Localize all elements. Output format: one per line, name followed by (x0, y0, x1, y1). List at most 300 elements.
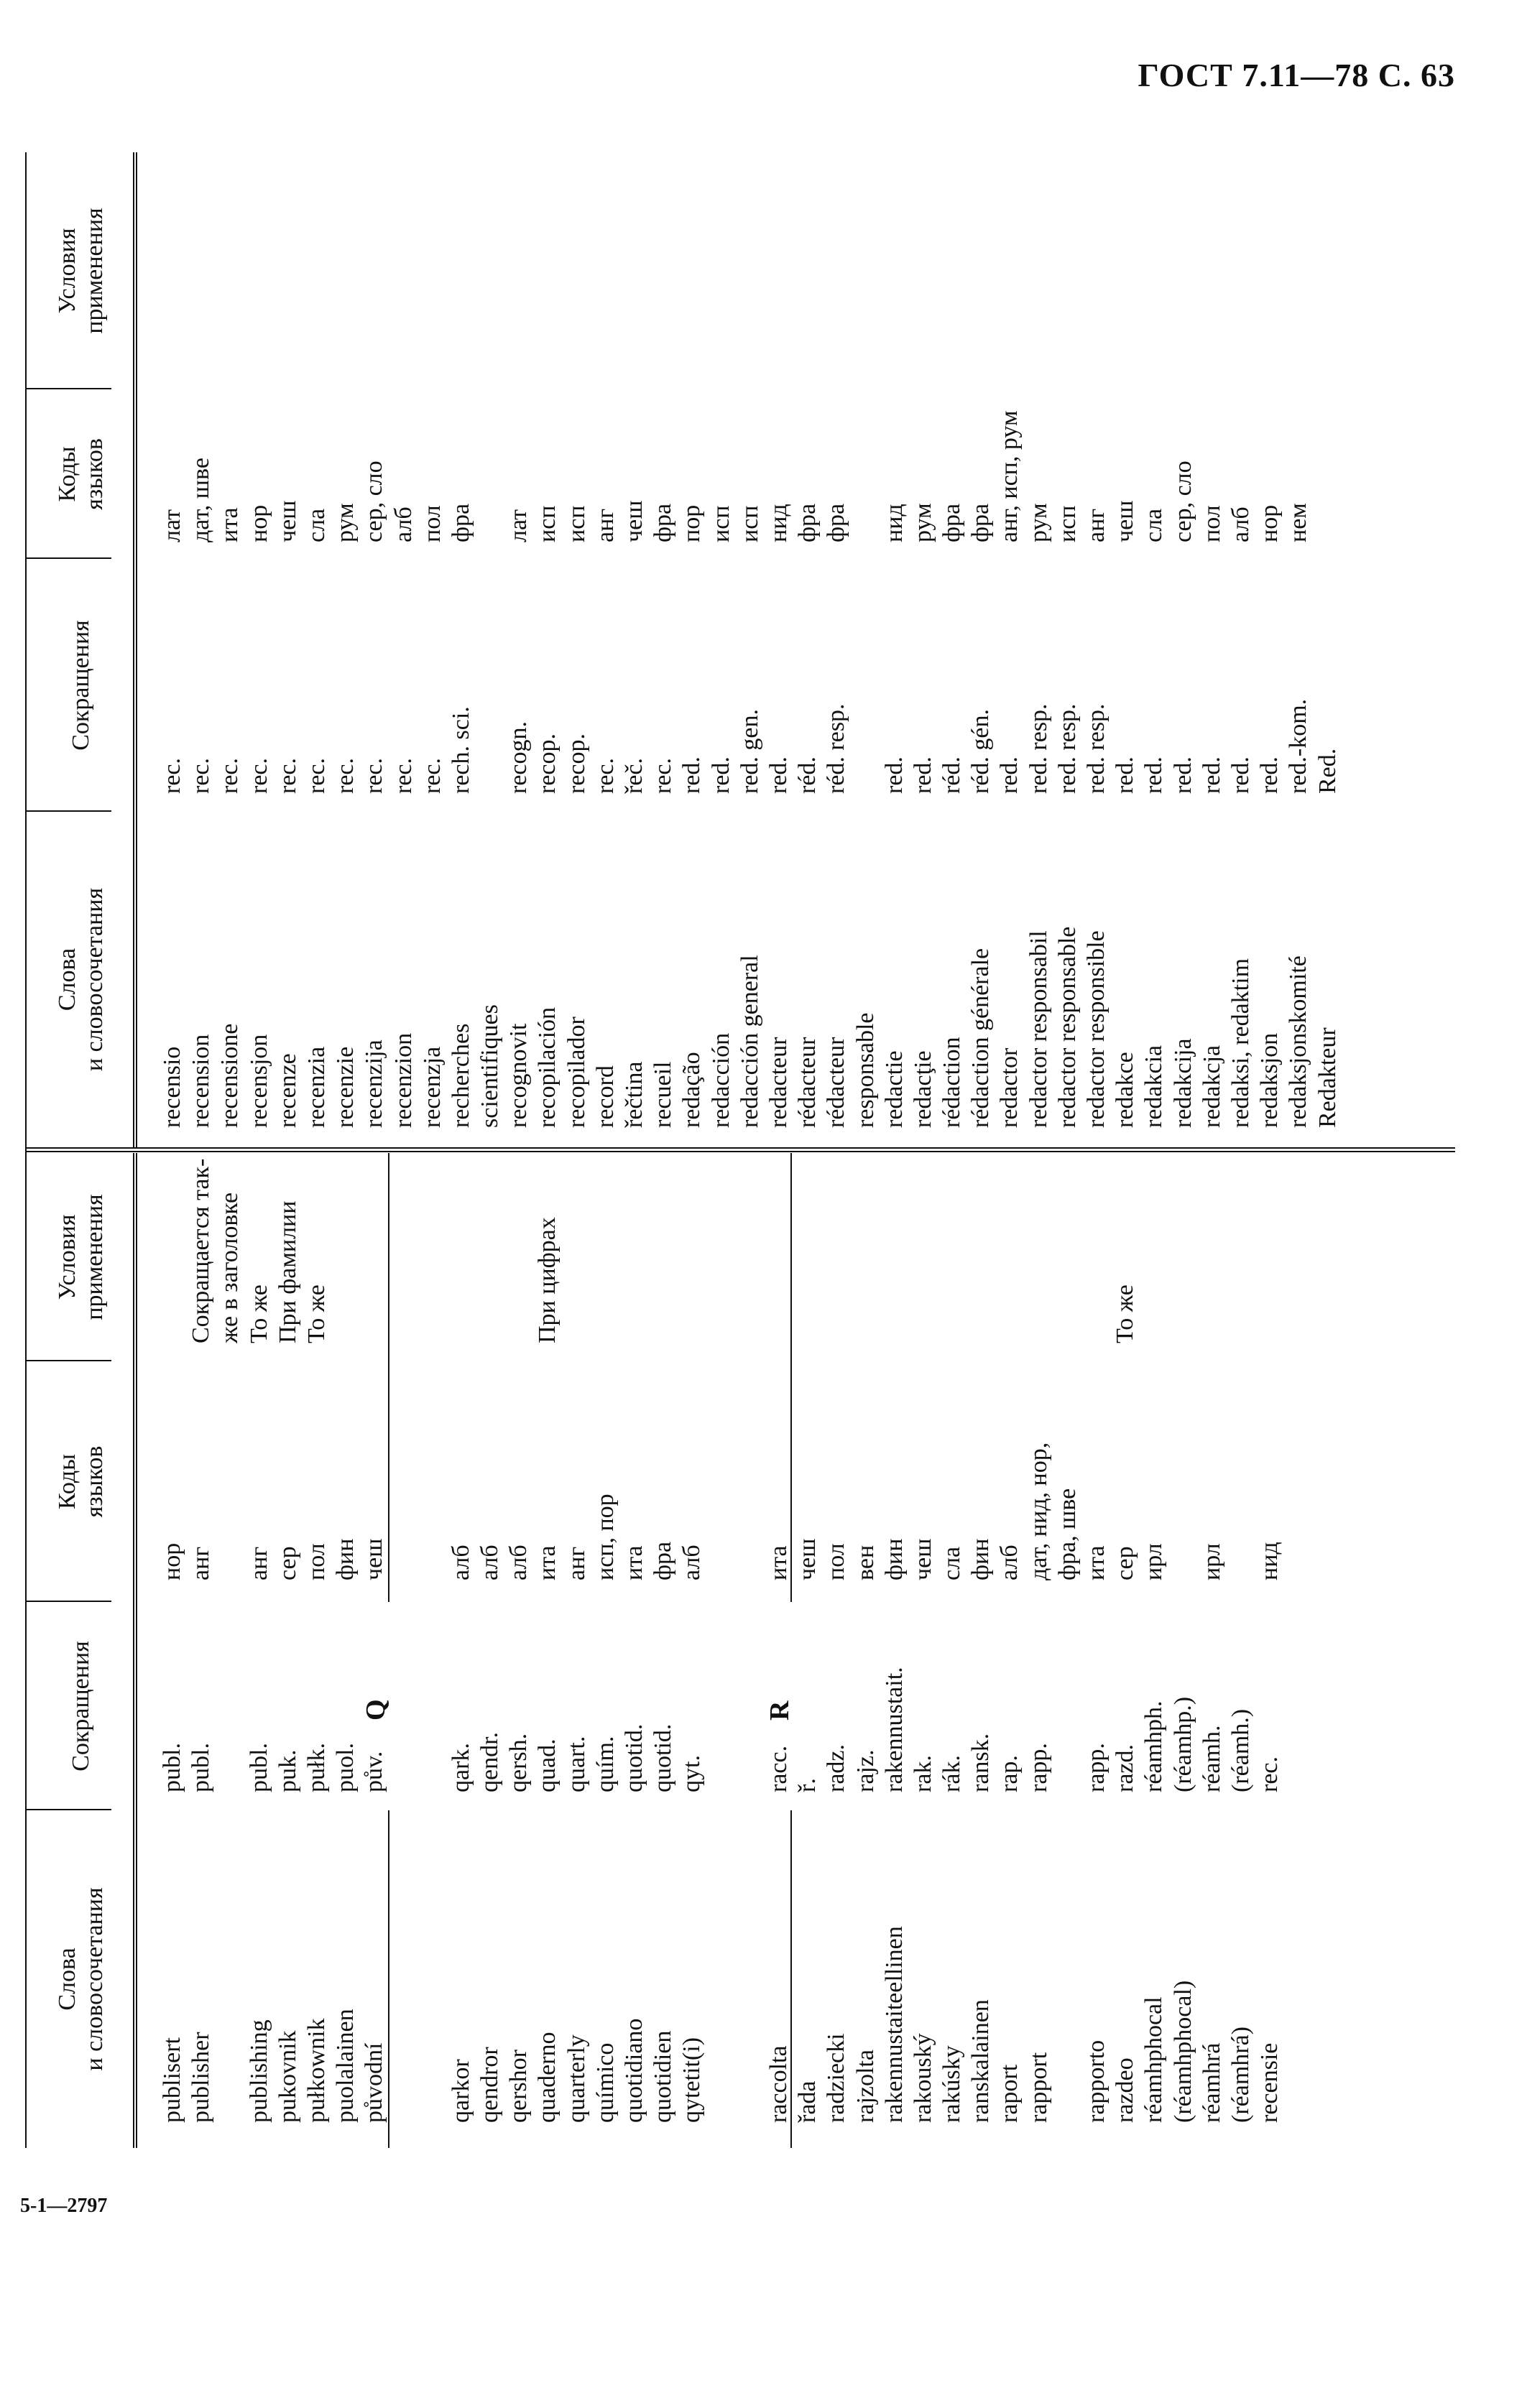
header-codes-left: Коды языков (54, 1445, 108, 1518)
word-cell: řada (794, 2080, 821, 2123)
code-cell: пол (823, 1543, 850, 1580)
word-cell: redakcija (1169, 1038, 1196, 1128)
header-abbrev-left: Сокращения (68, 1641, 94, 1772)
abbrev-cell: qersh. (505, 1733, 532, 1792)
word-cell: recopilación (534, 1006, 561, 1128)
abbrev-cell: red. (1227, 756, 1254, 794)
abbrev-cell: red. (1169, 756, 1196, 794)
code-cell: анг (1083, 508, 1110, 542)
code-cell: ирл (1140, 1543, 1168, 1580)
abbrev-cell: red. (880, 756, 908, 794)
column-codes-left (158, 1443, 1284, 1580)
abbrev-cell: recop. (563, 733, 590, 794)
code-cell: лат (159, 509, 185, 542)
abbrev-cell: red. resp. (1025, 703, 1052, 794)
code-cell: исп (736, 505, 763, 542)
word-cell: qarkor (447, 2059, 474, 2123)
abbrev-cell: quad. (534, 1738, 561, 1792)
code-cell: чеш (621, 500, 647, 542)
abbrev-cell: red. (1198, 756, 1225, 794)
abbrev-cell: qyt. (678, 1755, 706, 1792)
word-cell: químico (591, 2042, 619, 2123)
code-cell: алб (678, 1545, 706, 1580)
condition-cell (418, 1159, 447, 1343)
code-cell (418, 1443, 447, 1580)
code-cell: фра (650, 503, 677, 542)
code-cell: алб (447, 1545, 474, 1580)
abbrev-cell: rec. (389, 757, 417, 794)
abbrev-cell: ransk. (967, 1733, 995, 1792)
abbrev-cell (476, 699, 504, 794)
condition-cell (1140, 1159, 1168, 1343)
column-words-left (158, 1926, 1284, 2123)
abbrev-cell: red. gen. (736, 708, 763, 794)
word-cell: redakcia (1140, 1045, 1168, 1128)
condition-cell (649, 1159, 678, 1343)
code-cell: фра (967, 503, 995, 542)
code-cell: сер (274, 1546, 301, 1580)
abbrev-cell: quím. (591, 1736, 619, 1792)
word-cell: ranskalainen (967, 1999, 995, 2123)
condition-cell (331, 1159, 360, 1343)
code-cell: анг (245, 1546, 272, 1580)
code-cell: сла (938, 1546, 966, 1580)
condition-cell (938, 1159, 967, 1343)
abbrev-cell: (réamhp.) (1169, 1696, 1196, 1792)
abbrev-cell: réd. (938, 756, 966, 794)
abbrev-cell: rec. (245, 757, 272, 794)
code-cell: чеш (274, 500, 301, 542)
word-cell: redacción general (736, 955, 763, 1128)
condition-cell: При фамилии (274, 1200, 301, 1343)
condition-cell (563, 1159, 591, 1343)
code-cell: нем (1285, 503, 1312, 542)
abbrev-cell: red. (1112, 756, 1139, 794)
header-rule-right (133, 152, 137, 1147)
word-cell: quotidiano (621, 2018, 647, 2123)
abbrev-cell: pův. (361, 1751, 388, 1792)
word-cell: rakouský (909, 2033, 936, 2123)
condition-cell (678, 1159, 706, 1343)
word-cell: recensione (216, 1023, 244, 1128)
code-cell: сер, сло (1169, 460, 1196, 542)
abbrev-cell: puol. (332, 1743, 359, 1792)
condition-cell (880, 1159, 909, 1343)
word-cell: qytetit(i) (678, 2037, 706, 2123)
code-cell: чеш (1112, 500, 1139, 542)
word-cell: rédaction (938, 1037, 966, 1128)
code-cell: вен (852, 1545, 879, 1580)
abbrev-cell: rec. (650, 757, 677, 794)
rotated-table (25, 152, 1455, 2148)
code-cell (476, 411, 504, 543)
word-cell: recueil (650, 1061, 677, 1128)
code-cell: анг, исп, рум (996, 410, 1023, 542)
abbrev-cell: rec. (418, 757, 446, 794)
abbrev-cell: ř. (794, 1778, 821, 1792)
code-cell: дат, нид, нор, (1025, 1442, 1052, 1580)
code-cell: фра (794, 503, 821, 542)
word-cell: publishing (245, 2019, 272, 2123)
word-cell: rédacteur (823, 1037, 850, 1128)
abbrev-cell: réd. gén. (967, 708, 995, 794)
code-cell: сла (1140, 508, 1168, 542)
code-cell: алб (1227, 506, 1254, 542)
code-cell: фра, шве (1053, 1488, 1081, 1580)
abbrev-cell: razd. (1112, 1744, 1139, 1792)
word-cell: radziecki (823, 2033, 850, 2123)
code-cell: ита (1083, 1545, 1110, 1580)
word-cell: recensie (1256, 2042, 1283, 2123)
condition-cell: То же (303, 1284, 330, 1343)
header-conditions-left: Условия применения (54, 1194, 108, 1320)
code-cell: фин (880, 1538, 908, 1580)
abbrev-cell (1053, 1667, 1082, 1792)
header-conditions-right: Условия применения (54, 208, 108, 334)
code-cell: алб (389, 506, 417, 542)
column-conditions-left (158, 1159, 1284, 1343)
abbrev-cell: red. (909, 756, 936, 794)
word-cell: redação (678, 1052, 706, 1128)
code-cell (216, 1443, 244, 1580)
word-cell: rapporto (1083, 2039, 1110, 2123)
code-cell (852, 411, 880, 543)
abbrev-cell: rakennustait. (880, 1667, 908, 1792)
word-cell: publisher (188, 2032, 215, 2123)
word-cell: rédacteur (794, 1037, 821, 1128)
code-cell: чеш (794, 1538, 821, 1580)
word-cell: quotidien (650, 2030, 677, 2123)
code-cell: лат (505, 509, 532, 542)
condition-cell: Сокращается так- (188, 1158, 215, 1343)
abbrev-cell: réamh. (1198, 1725, 1225, 1792)
abbrev-cell: rec. (1256, 1756, 1283, 1792)
condition-cell (967, 1159, 995, 1343)
code-cell: фин (332, 1538, 359, 1580)
code-cell: нид (880, 504, 908, 542)
code-cell: исп (1053, 505, 1081, 542)
condition-cell (822, 1159, 851, 1343)
code-cell (1227, 1443, 1255, 1580)
condition-cell: То же (1112, 1284, 1139, 1343)
condition-cell (360, 1159, 389, 1343)
word-cell (418, 1926, 447, 2123)
word-cell (707, 1926, 736, 2123)
word-cell: rajzolta (852, 2050, 879, 2123)
abbrev-cell: rec. (274, 757, 301, 794)
code-cell: нид (1256, 1542, 1283, 1580)
code-cell: сер (1112, 1546, 1139, 1580)
header-rule-left (133, 1153, 137, 2148)
abbrev-cell: rak. (909, 1755, 936, 1792)
word-cell: recensjon (245, 1034, 272, 1128)
abbrev-cell (418, 1667, 447, 1792)
page-header: ГОСТ 7.11—78 С. 63 (1138, 57, 1455, 93)
abbrev-cell: rec. (361, 757, 388, 794)
code-cell: алб (996, 1545, 1023, 1580)
condition-cell (736, 1159, 765, 1343)
abbrev-cell: recop. (534, 733, 561, 794)
code-cell: анг (563, 1546, 590, 1580)
code-cell (707, 1443, 736, 1580)
word-cell: recenzie (332, 1046, 359, 1128)
abbrev-cell: réamhph. (1140, 1700, 1168, 1792)
condition-cell (852, 1159, 880, 1343)
word-cell: razdeo (1112, 2057, 1139, 2123)
condition-cell (1169, 1159, 1198, 1343)
code-cell: исп, пор (591, 1494, 619, 1580)
abbrev-cell: recogn. (505, 721, 532, 794)
word-cell: pułkownik (303, 2018, 330, 2123)
code-cell (1314, 411, 1342, 543)
abbrev-cell: (réamh.) (1227, 1708, 1254, 1792)
code-cell (736, 1443, 765, 1580)
word-cell: redaksi, redaktim (1227, 958, 1254, 1128)
condition-cell (1082, 1159, 1111, 1343)
word-cell: quarterly (563, 2034, 590, 2123)
word-cell: scientifiques (476, 1004, 504, 1128)
abbrev-cell: red. (678, 756, 706, 794)
code-cell: анг (591, 508, 619, 542)
word-cell: rapport (1025, 2052, 1052, 2123)
word-cell: redactor responsible (1083, 930, 1110, 1128)
page-footer: 5-1—2797 (20, 2195, 108, 2217)
abbrev-cell: red. (707, 756, 734, 794)
abbrev-cell: red. (765, 756, 792, 794)
abbrev-cell: rec. (303, 757, 330, 794)
column-abbrev-right (158, 699, 1342, 794)
condition-cell (476, 1159, 504, 1343)
word-cell: redactor responsable (1053, 926, 1081, 1128)
code-cell: нид (765, 504, 792, 542)
code-cell: сер, сло (361, 460, 388, 542)
table-frame (25, 152, 1455, 2123)
word-cell: redactor (996, 1047, 1023, 1128)
word-cell: raccolta (765, 2045, 792, 2123)
word-cell: rakúsky (938, 2045, 966, 2123)
word-cell: redakce (1112, 1052, 1139, 1128)
code-cell: рум (909, 503, 936, 542)
condition-cell (765, 1159, 793, 1343)
abbrev-cell: Red. (1314, 748, 1341, 794)
column-codes-right (158, 411, 1342, 543)
abbrev-cell: réd. resp. (823, 703, 850, 794)
code-cell: исп (563, 505, 590, 542)
code-cell: фра (938, 503, 966, 542)
abbrev-cell: red. resp. (1053, 703, 1081, 794)
code-cell: анг (188, 1546, 215, 1580)
word-cell: řečtina (621, 1061, 647, 1128)
word-cell: réamhphocal (1140, 1996, 1168, 2123)
word-cell: recensio (159, 1046, 185, 1128)
word-cell: recopilador (563, 1017, 590, 1128)
word-cell: recenzia (303, 1046, 330, 1128)
word-cell: recenzja (418, 1046, 446, 1128)
condition-cell: же в заголовке (216, 1192, 244, 1343)
condition-cell (389, 1159, 418, 1343)
word-cell: recension (188, 1034, 215, 1128)
code-cell: фин (967, 1538, 995, 1580)
word-cell (1053, 1926, 1082, 2123)
word-cell: recenze (274, 1053, 301, 1128)
word-cell: responsable (852, 1012, 879, 1128)
abbrev-cell: puk. (274, 1749, 301, 1792)
code-cell: рум (1025, 503, 1052, 542)
abbrev-cell: qark. (447, 1743, 474, 1792)
code-cell (389, 1443, 418, 1580)
code-cell: нор (245, 504, 272, 542)
abbrev-cell: red.-kom. (1285, 698, 1312, 794)
word-cell: quaderno (534, 2032, 561, 2123)
word-cell: puolalainen (332, 2009, 359, 2123)
header-codes-right: Коды языков (54, 438, 108, 510)
abbrev-cell: quotid. (621, 1723, 647, 1792)
code-cell: пол (303, 1543, 330, 1580)
code-cell: исп (707, 505, 734, 542)
abbrev-cell: rec. (332, 757, 359, 794)
word-cell: recenzija (361, 1039, 388, 1128)
word-cell: Redakteur (1314, 1027, 1341, 1128)
word-cell: redaksjon (1256, 1032, 1283, 1128)
word-cell: réamhrá (1198, 2042, 1225, 2123)
word-cell: record (591, 1065, 619, 1128)
code-cell: пор (678, 504, 706, 542)
word-cell: pukovnik (274, 2030, 301, 2123)
abbrev-cell: rech. sci. (447, 706, 474, 794)
section-letter-r: R (765, 1700, 795, 1721)
code-cell: ита (765, 1545, 792, 1580)
abbrev-cell: rák. (938, 1755, 966, 1792)
col-sep-center (25, 1147, 1455, 1152)
abbrev-cell: řeč. (621, 757, 647, 794)
word-cell: redacción (707, 1032, 734, 1128)
code-cell: исп (534, 505, 561, 542)
abbrev-cell (852, 699, 880, 794)
condition-cell (504, 1159, 533, 1343)
abbrev-cell: réd. (794, 756, 821, 794)
code-cell: ита (621, 1545, 647, 1580)
word-cell: qershor (505, 2050, 532, 2123)
abbrev-cell: red. (1140, 756, 1168, 794)
condition-cell (1053, 1159, 1082, 1343)
code-cell: пол (1198, 505, 1225, 542)
code-cell: сла (303, 508, 330, 542)
word-cell: původní (361, 2042, 388, 2123)
code-cell: фра (823, 503, 850, 542)
code-cell: нор (1256, 504, 1283, 542)
code-cell: фра (447, 503, 474, 542)
code-cell (1169, 1443, 1198, 1580)
abbrev-cell: publ. (159, 1743, 185, 1792)
abbrev-cell: red. (1256, 756, 1283, 794)
word-cell (389, 1926, 418, 2123)
code-cell: пол (418, 505, 446, 542)
word-cell: (réamhphocal) (1169, 1980, 1196, 2123)
word-cell: publisert (159, 2037, 185, 2123)
word-cell: (réamhrá) (1227, 2026, 1254, 2123)
abbrev-cell (736, 1667, 765, 1792)
abbrev-cell: red. resp. (1083, 703, 1110, 794)
word-cell: recenzion (389, 1032, 417, 1128)
code-cell: нор (159, 1542, 185, 1580)
word-cell (216, 1926, 244, 2123)
word-cell: rédaction générale (967, 948, 995, 1128)
condition-cell (1025, 1159, 1053, 1343)
word-cell: redaksjonskomité (1285, 955, 1312, 1128)
code-cell: алб (505, 1545, 532, 1580)
condition-cell (447, 1159, 476, 1343)
word-cell: recognovit (505, 1023, 532, 1128)
code-cell: ирл (1198, 1543, 1225, 1580)
header-words-right: Слова и словосочетания (54, 887, 108, 1072)
abbrev-cell: rapp. (1083, 1743, 1110, 1792)
condition-cell (591, 1159, 620, 1343)
header-words-left: Слова и словосочетания (54, 1887, 108, 2071)
abbrev-cell: racc. (765, 1745, 792, 1792)
word-cell: qendror (476, 2047, 504, 2123)
word-cell: redacteur (765, 1037, 792, 1128)
header-abbrev-right: Сокращения (68, 620, 94, 751)
condition-cell (620, 1159, 649, 1343)
abbrev-cell: rec. (216, 757, 244, 794)
condition-cell: То же (245, 1284, 272, 1343)
word-cell: redactie (880, 1050, 908, 1128)
condition-cell (707, 1159, 736, 1343)
abbrev-cell (707, 1667, 736, 1792)
code-cell: фра (650, 1541, 677, 1580)
section-letter-q: Q (361, 1699, 391, 1721)
condition-cell (995, 1159, 1024, 1343)
code-cell: чеш (361, 1538, 388, 1580)
abbrev-cell: quotid. (650, 1723, 677, 1792)
abbrev-cell: pułk. (303, 1743, 330, 1792)
abbrev-cell: rapp. (1025, 1743, 1052, 1792)
column-abbrev-left (158, 1667, 1284, 1792)
code-cell: ита (216, 507, 244, 542)
abbrev-cell: publ. (188, 1743, 215, 1792)
abbrev-cell: qendr. (476, 1731, 504, 1792)
word-cell: redacţie (909, 1050, 936, 1128)
condition-cell (158, 1159, 187, 1343)
abbrev-cell: rec. (159, 757, 185, 794)
condition-cell (1198, 1159, 1227, 1343)
column-words-right (158, 927, 1342, 1128)
abbrev-cell: rap. (996, 1755, 1023, 1792)
condition-cell: При цифрах (534, 1217, 561, 1343)
abbrev-cell: publ. (245, 1743, 272, 1792)
word-cell: redakcja (1198, 1045, 1225, 1128)
code-cell: алб (476, 1545, 504, 1580)
condition-cell (1227, 1159, 1255, 1343)
abbrev-cell (216, 1667, 244, 1792)
abbrev-cell: red. (996, 756, 1023, 794)
code-cell: рум (332, 503, 359, 542)
word-cell (736, 1926, 765, 2123)
abbrev-cell (389, 1667, 418, 1792)
abbrev-cell: rec. (188, 757, 215, 794)
code-cell: чеш (909, 1538, 936, 1580)
condition-cell (909, 1159, 938, 1343)
word-cell: raport (996, 2064, 1023, 2123)
abbrev-cell: radz. (823, 1744, 850, 1792)
word-cell: recherches (447, 1023, 474, 1128)
abbrev-cell: rajz. (852, 1749, 879, 1792)
condition-cell (793, 1159, 822, 1343)
word-cell: rakennustaiteellinen (880, 1926, 908, 2123)
abbrev-cell: quart. (563, 1736, 590, 1792)
code-cell: дат, шве (188, 458, 215, 542)
abbrev-cell: rec. (591, 757, 619, 794)
